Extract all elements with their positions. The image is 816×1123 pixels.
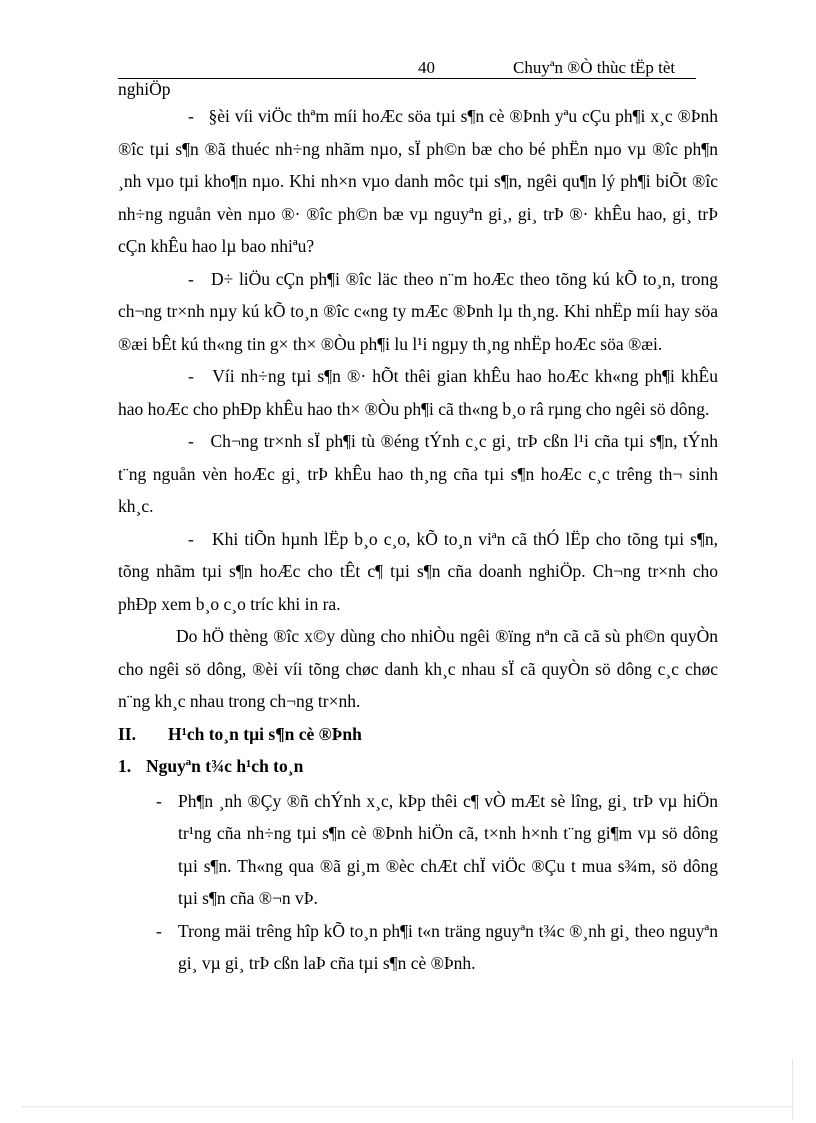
footer-divider-vertical bbox=[792, 1060, 793, 1120]
paragraph-3: - Víi nh÷ng tµi s¶n ®· hÕt thêi gian khÊu hao hoÆc kh«ng ph¶i khÊu hao hoÆc cho phÐp khÊu hao th× ®Òu ph¶i cã th«ng b¸o râ rµng cho ngêi sö dông. bbox=[118, 366, 718, 419]
continuation-word: nghiÖp bbox=[118, 79, 171, 99]
dash-bullet: - bbox=[156, 920, 162, 941]
document-body bbox=[118, 78, 718, 980]
subsection-title: Nguyªn t¾c h¹ch to¸n bbox=[146, 756, 304, 776]
document-title: Chuyªn ®Ò thùc tËp tèt bbox=[513, 58, 676, 77]
subsection-number: 1. bbox=[118, 756, 132, 776]
list-item bbox=[118, 915, 718, 980]
list-item-text: Trong mäi trêng hîp kÕ to¸n ph¶i t«n träng nguyªn t¾c ®¸nh gi¸ theo nguyªn gi¸ vµ gi¸ trÞ cßn laÞ cña tµi s¶n cè ®Þnh. bbox=[178, 920, 718, 973]
section-title: H¹ch to¸n tµi s¶n cè ®Þnh bbox=[168, 723, 362, 744]
section-number: II. bbox=[118, 723, 136, 744]
page-number: 40 bbox=[418, 58, 435, 77]
paragraph-4: - Ch¬ng tr×nh sÏ ph¶i tù ®éng tÝnh c¸c gi¸ trÞ cßn l¹i cña tµi s¶n, tÝnh t¨ng nguån vèn hoÆc gi¸ trÞ khÊu hao th¸ng cña tµi s¶n hoÆc c¸c trêng th¬ sinh kh¸c. bbox=[118, 431, 718, 516]
paragraph-5: - Khi tiÕn hµnh lËp b¸o c¸o, kÕ to¸n viªn cã thÓ lËp cho tõng tµi s¶n, tõng nhãm tµi s¶n hoÆc cho tÊt c¶ tµi s¶n cña doanh nghiÖp. Ch¬ng tr×nh cho phÐp xem b¸o c¸o tríc khi in ra. bbox=[118, 528, 718, 614]
list-item bbox=[118, 785, 718, 915]
subsection-heading bbox=[118, 750, 718, 783]
paragraph-6: Do hÖ thèng ®îc x©y dùng cho nhiÒu ngêi ®ïng nªn cã cã sù ph©n quyÒn cho ngêi sö dông, ®èi víi tõng chøc danh kh¸c nhau sÏ cã quyÒn sö dông c¸c chøc n¨ng kh¸c nhau trong ch¬ng tr×nh. bbox=[118, 626, 718, 711]
footer-divider bbox=[22, 1106, 792, 1107]
section-heading bbox=[118, 718, 718, 751]
list-item-text: Ph¶n ¸nh ®Çy ®ñ chÝnh x¸c, kÞp thêi c¶ vÒ mÆt sè lîng, gi¸ trÞ vµ hiÖn tr¹ng cña nh÷ng tµi s¶n cè ®Þnh hiÖn cã, t×nh h×nh t¨ng gi¶m vµ sö dông tµi s¶n. Th«ng qua ®ã gi¸m ®èc chÆt chÏ viÖc ®Çu t mua s¾m, sö dông tµi s¶n cña ®¬n vÞ. bbox=[178, 790, 718, 908]
paragraph-2: - D÷ liÖu cÇn ph¶i ®îc läc theo n¨m hoÆc theo tõng kú kÕ to¸n, trong ch¬ng tr×nh nµy kú kÕ to¸n ®îc c«ng ty mÆc ®Þnh lµ th¸ng. Khi nhËp míi hay söa ®æi bÊt kú th«ng tin g× th× ®Òu ph¶i lu l¹i ngµy th¸ng nhËp hoÆc söa ®æi. bbox=[118, 268, 718, 354]
principles-list bbox=[118, 785, 718, 980]
page-header bbox=[118, 58, 696, 79]
dash-bullet: - bbox=[156, 790, 162, 811]
paragraph-1: - §èi víi viÖc thªm míi hoÆc söa tµi s¶n cè ®Þnh yªu cÇu ph¶i x¸c ®Þnh ®îc tµi s¶n ®ã thuéc nh÷ng nhãm nµo, sÏ ph©n bæ cho bé phËn nµo vµ ®îc ph¶n ¸nh vµo tµi kho¶n nµo. Khi nh×n vµo danh môc tµi s¶n, ngêi qu¶n lý ph¶i biÕt ®îc nh÷ng nguån vèn nµo ®· ®îc ph©n bæ vµ nguyªn gi¸, gi¸ trÞ ®· khÊu hao, gi¸ trÞ cÇn khÊu hao lµ bao nhiªu? bbox=[118, 106, 718, 256]
